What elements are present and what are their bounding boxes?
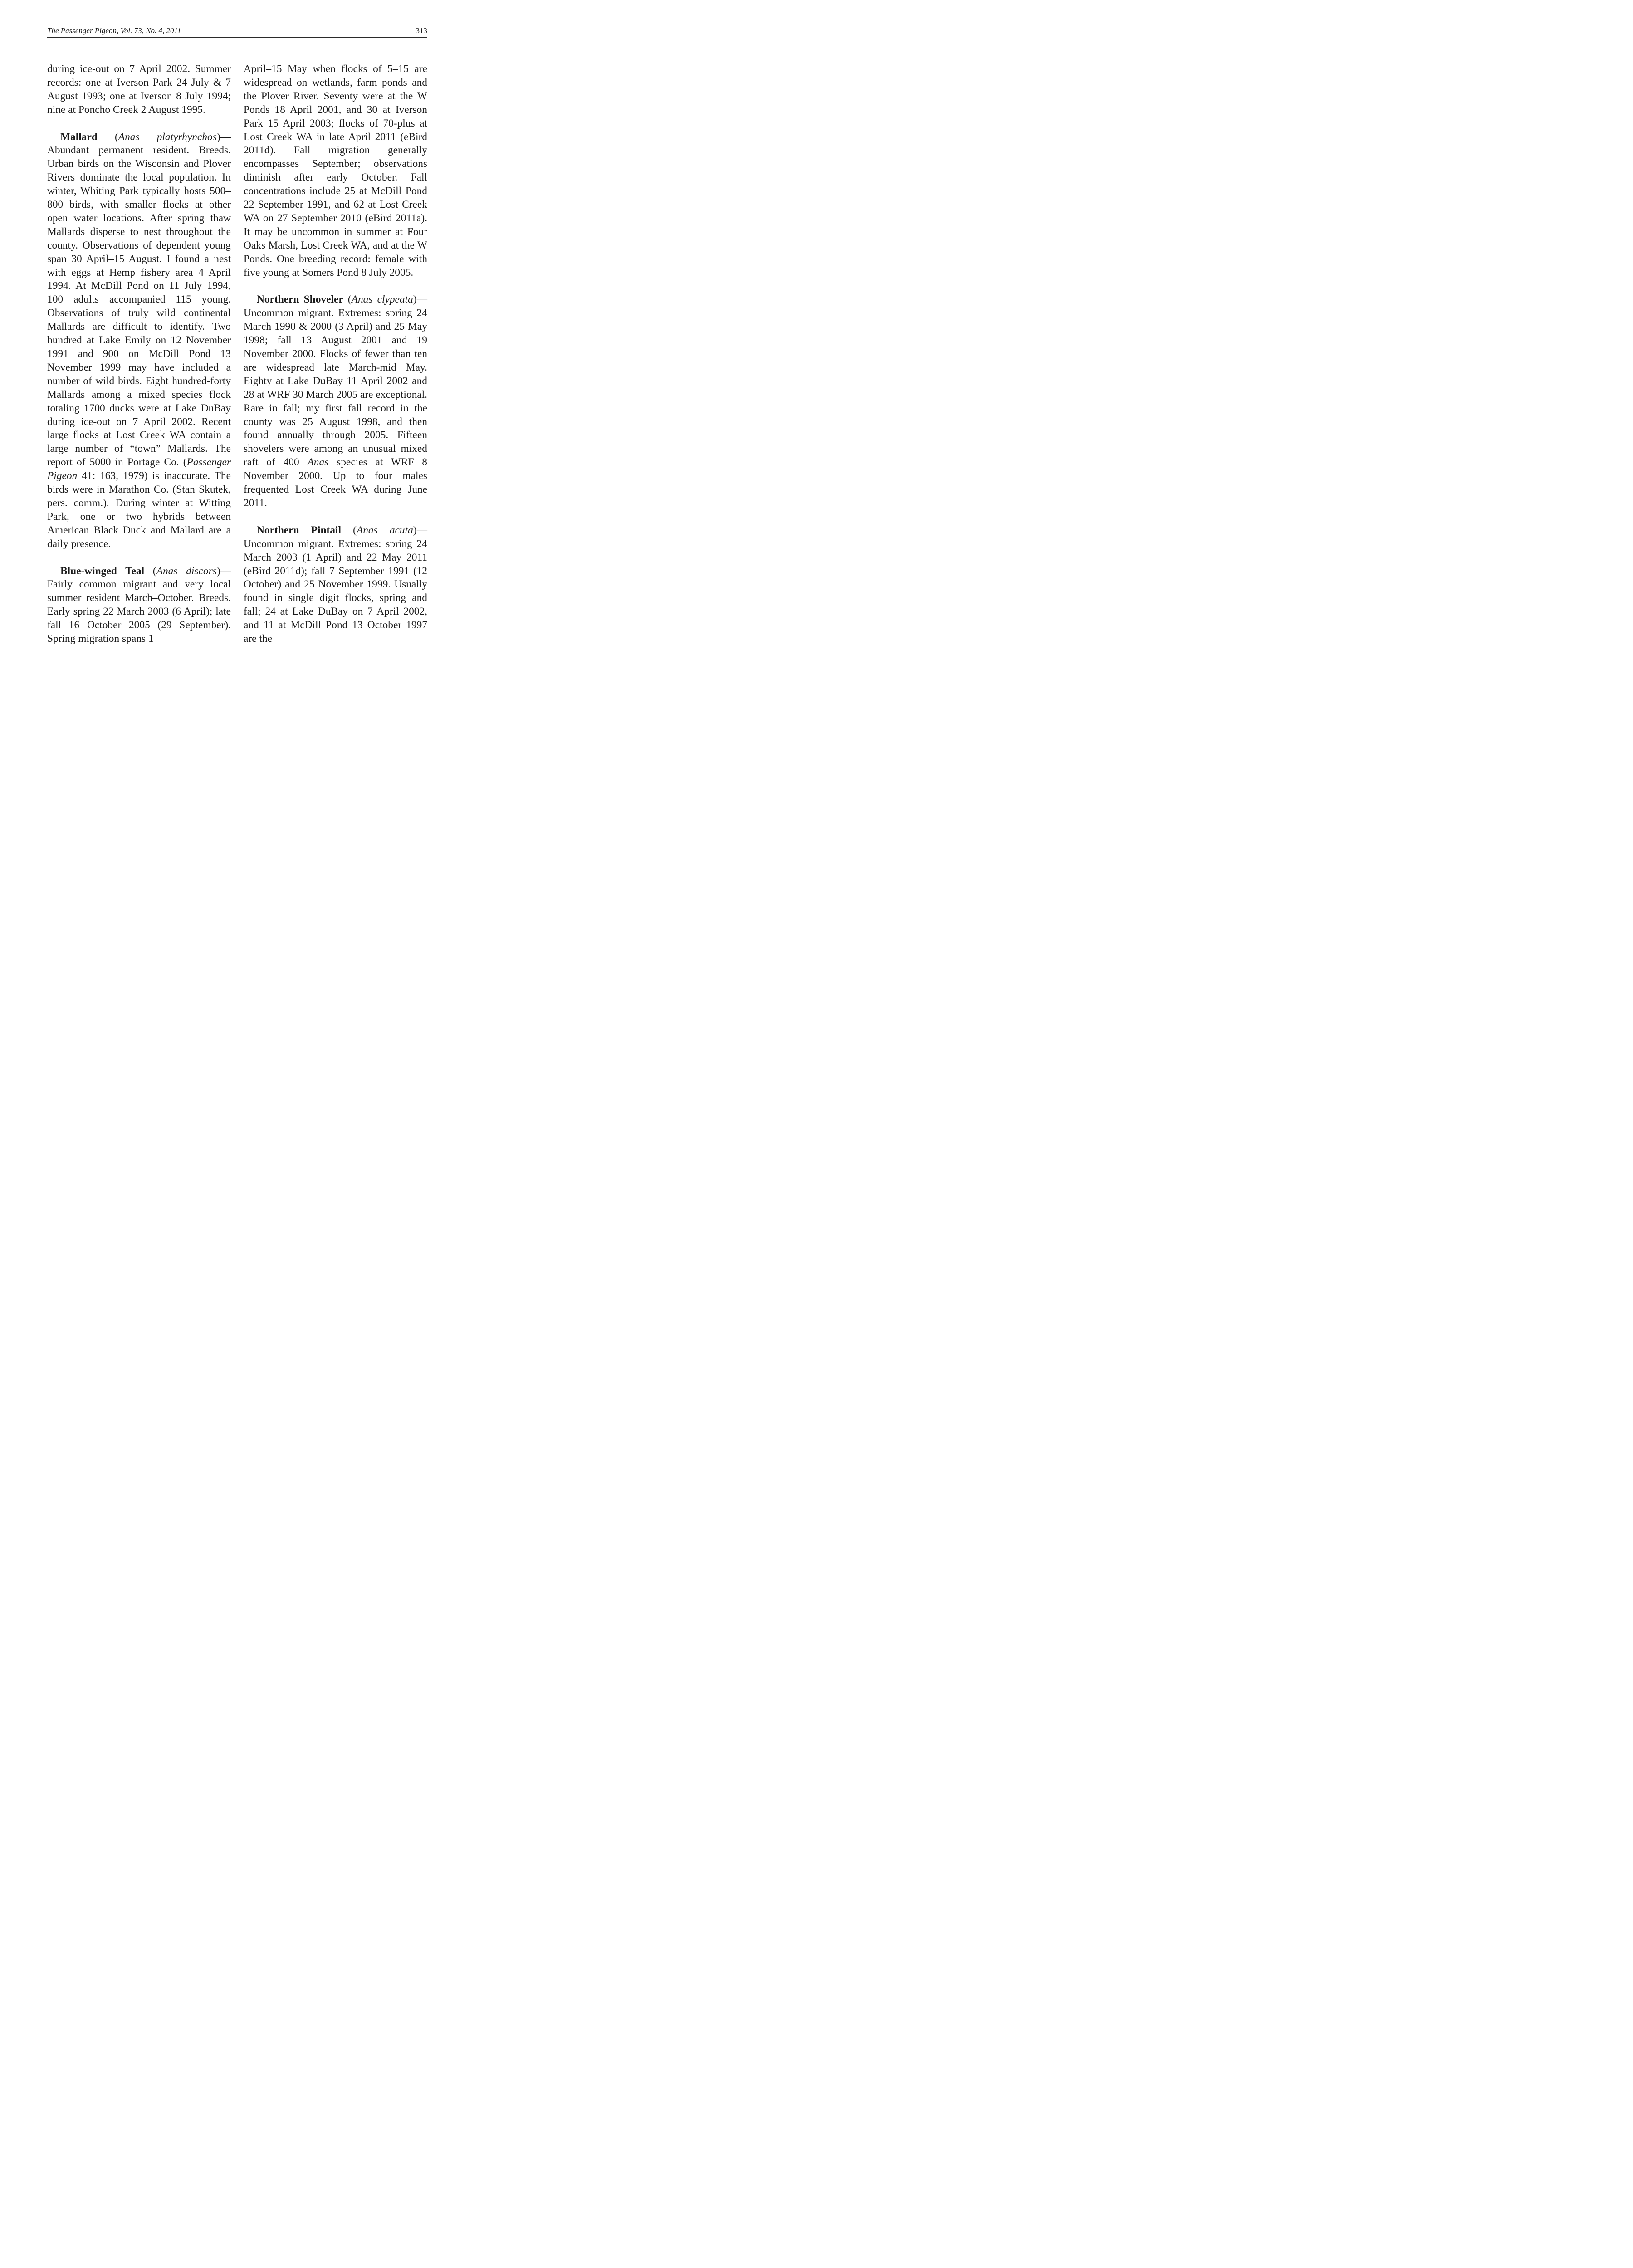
scientific-name: Anas acuta bbox=[356, 524, 413, 536]
species-account-northern-pintail: Northern Pintail (Anas acuta)—Uncommon migrant. Extremes: spring 24 March 2003 (1 April) and 22 May 2011 (eBird 2011d); fall 7 September 1991 (12 October) and 25 November 1999. Usually found in single digit flocks, spring and fall; 24 at Lake DuBay on 7 April 2002, and 11 at McDill Pond 13 October 1997 are the bbox=[244, 524, 427, 645]
scientific-name: Anas clypeata bbox=[351, 293, 413, 306]
species-name: Blue-winged Teal bbox=[60, 565, 145, 577]
species-name: Northern Pintail bbox=[257, 524, 341, 536]
account-text: —Uncommon migrant. Extremes: spring 24 March 1990 & 2000 (3 April) and 25 May 1998; fall 13 August 2001 and 19 November 2000. Flocks of fewer than ten are widespread late March-mid May. Eighty at Lake DuBay 11 April 2002 and 28 at WRF 30 March 2005 are exceptional. Rare in fall; my first fall record in the county was 25 August 1998, and then found annually through 2005. Fifteen shovelers were among an unusual mixed raft of 400 bbox=[244, 293, 428, 469]
genus-name: Anas bbox=[307, 456, 329, 469]
continued-paragraph: April–15 May when flocks of 5–15 are widespread on wetlands, farm ponds and the Plover River. Seventy were at the W Ponds 18 April 2001, and 30 at Iverson Park 15 April 2003; flocks of 70-plus at Lost Creek WA in late April 2011 (eBird 2011d). Fall migration generally encompasses September; observations diminish after early October. Fall concentrations include 25 at McDill Pond 22 September 1991, and 62 at Lost Creek WA on 27 September 2010 (eBird 2011a). It may be uncommon in summer at Four Oaks Marsh, Lost Creek WA, and at the W Ponds. One breeding record: female with five young at Somers Pond 8 July 2005. bbox=[244, 63, 427, 279]
species-account-northern-shoveler: Northern Shoveler (Anas clypeata)—Uncommon migrant. Extremes: spring 24 March 1990 & 2000 (3 April) and 25 May 1998; fall 13 August 2001 and 19 November 2000. Flocks of fewer than ten are widespread late March-mid May. Eighty at Lake DuBay 11 April 2002 and 28 at WRF 30 March 2005 are exceptional. Rare in fall; my first fall record in the county was 25 August 1998, and then found annually through 2005. Fifteen shovelers were among an unusual mixed raft of 400 Anas species at WRF 8 November 2000. Up to four males frequented Lost Creek WA during June 2011. bbox=[244, 293, 428, 509]
species-account-mallard: Mallard (Anas platyrhynchos)—Abundant permanent resident. Breeds. Urban birds on the Wisconsin and Plover Rivers dominate the local population. In winter, Whiting Park typically hosts 500–800 birds, with smaller flocks at other open water locations. After spring thaw Mallards disperse to nest throughout the county. Observations of dependent young span 30 April–15 August. I found a nest with eggs at Hemp fishery area 4 April 1994. At McDill Pond on 11 July 1994, 100 adults accompanied 115 young. Observations of truly wild continental Mallards are difficult to identify. Two hundred at Lake Emily on 12 November 1991 and 900 on McDill Pond 13 November 1999 may have included a number of wild birds. Eight hundred-forty Mallards among a mixed species flock totaling 1700 ducks were at Lake DuBay during ice-out on 7 April 2002. Recent large flocks at Lost Creek WA contain a large number of “town” Mallards. The report of 5000 in Portage Co. (Passenger Pigeon 41: 163, 1979) is inaccurate. The birds were in Marathon Co. (Stan Skutek, pers. comm.). During winter at Witting Park, one or two hybrids between American Black Duck and Mallard are a daily presence. bbox=[47, 131, 231, 550]
running-head bbox=[47, 24, 427, 38]
journal-title: The Passenger Pigeon, Vol. 73, No. 4, 2011 bbox=[47, 26, 181, 35]
journal-citation: Passenger Pigeon bbox=[47, 456, 231, 482]
scientific-name: Anas platyrhynchos bbox=[118, 131, 217, 143]
left-column bbox=[47, 63, 231, 646]
account-text: —Uncommon migrant. Extremes: spring 24 March 2003 (1 April) and 22 May 2011 (eBird 2011d); fall 7 September 1991 (12 October) and 25 November 1999. Usually found in single digit flocks, spring and fall; 24 at Lake DuBay on 7 April 2002, and 11 at McDill Pond 13 October 1997 are the bbox=[244, 524, 427, 645]
account-text: —Abundant permanent resident. Breeds. Urban birds on the Wisconsin and Plover Rivers dominate the local population. In winter, Whiting Park typically hosts 500–800 birds, with smaller flocks at other open water locations. After spring thaw Mallards disperse to nest throughout the county. Observations of dependent young span 30 April–15 August. I found a nest with eggs at Hemp fishery area 4 April 1994. At McDill Pond on 11 July 1994, 100 adults accompanied 115 young. Observations of truly wild continental Mallards are difficult to identify. Two hundred at Lake Emily on 12 November 1991 and 900 on McDill Pond 13 November 1999 may have included a number of wild birds. Eight hundred-forty Mallards among a mixed species flock totaling 1700 ducks were at Lake DuBay during ice-out on 7 April 2002. Recent large flocks at Lost Creek WA contain a large number of “town” Mallards. The report of 5000 in Portage Co. ( bbox=[47, 131, 231, 469]
scientific-name: Anas discors bbox=[156, 565, 217, 577]
account-text: —Fairly common migrant and very local summer resident March–October. Breeds. Early spring 22 March 2003 (6 April); late fall 16 October 2005 (29 September). Spring migration spans 1 bbox=[47, 565, 231, 645]
species-account-blue-winged-teal: Blue-winged Teal (Anas discors)—Fairly common migrant and very local summer resident March–October. Breeds. Early spring 22 March 2003 (6 April); late fall 16 October 2005 (29 September). Spring migration spans 1 bbox=[47, 565, 231, 645]
continued-paragraph: during ice-out on 7 April 2002. Summer records: one at Iverson Park 24 July & 7 August 1993; one at Iverson 8 July 1994; nine at Poncho Creek 2 August 1995. bbox=[47, 63, 231, 116]
account-text-cont: 41: 163, 1979) is inaccurate. The birds were in Marathon Co. (Stan Skutek, pers. comm.). During winter at Witting Park, one or two hybrids between American Black Duck and Mallard are a daily presence. bbox=[47, 470, 231, 550]
species-name: Northern Shoveler bbox=[257, 293, 343, 306]
account-text-cont: species at WRF 8 November 2000. Up to four males frequented Lost Creek WA during June 2011. bbox=[244, 456, 427, 509]
page-number: 313 bbox=[416, 26, 427, 35]
species-name: Mallard bbox=[60, 131, 98, 143]
right-column bbox=[244, 63, 427, 646]
